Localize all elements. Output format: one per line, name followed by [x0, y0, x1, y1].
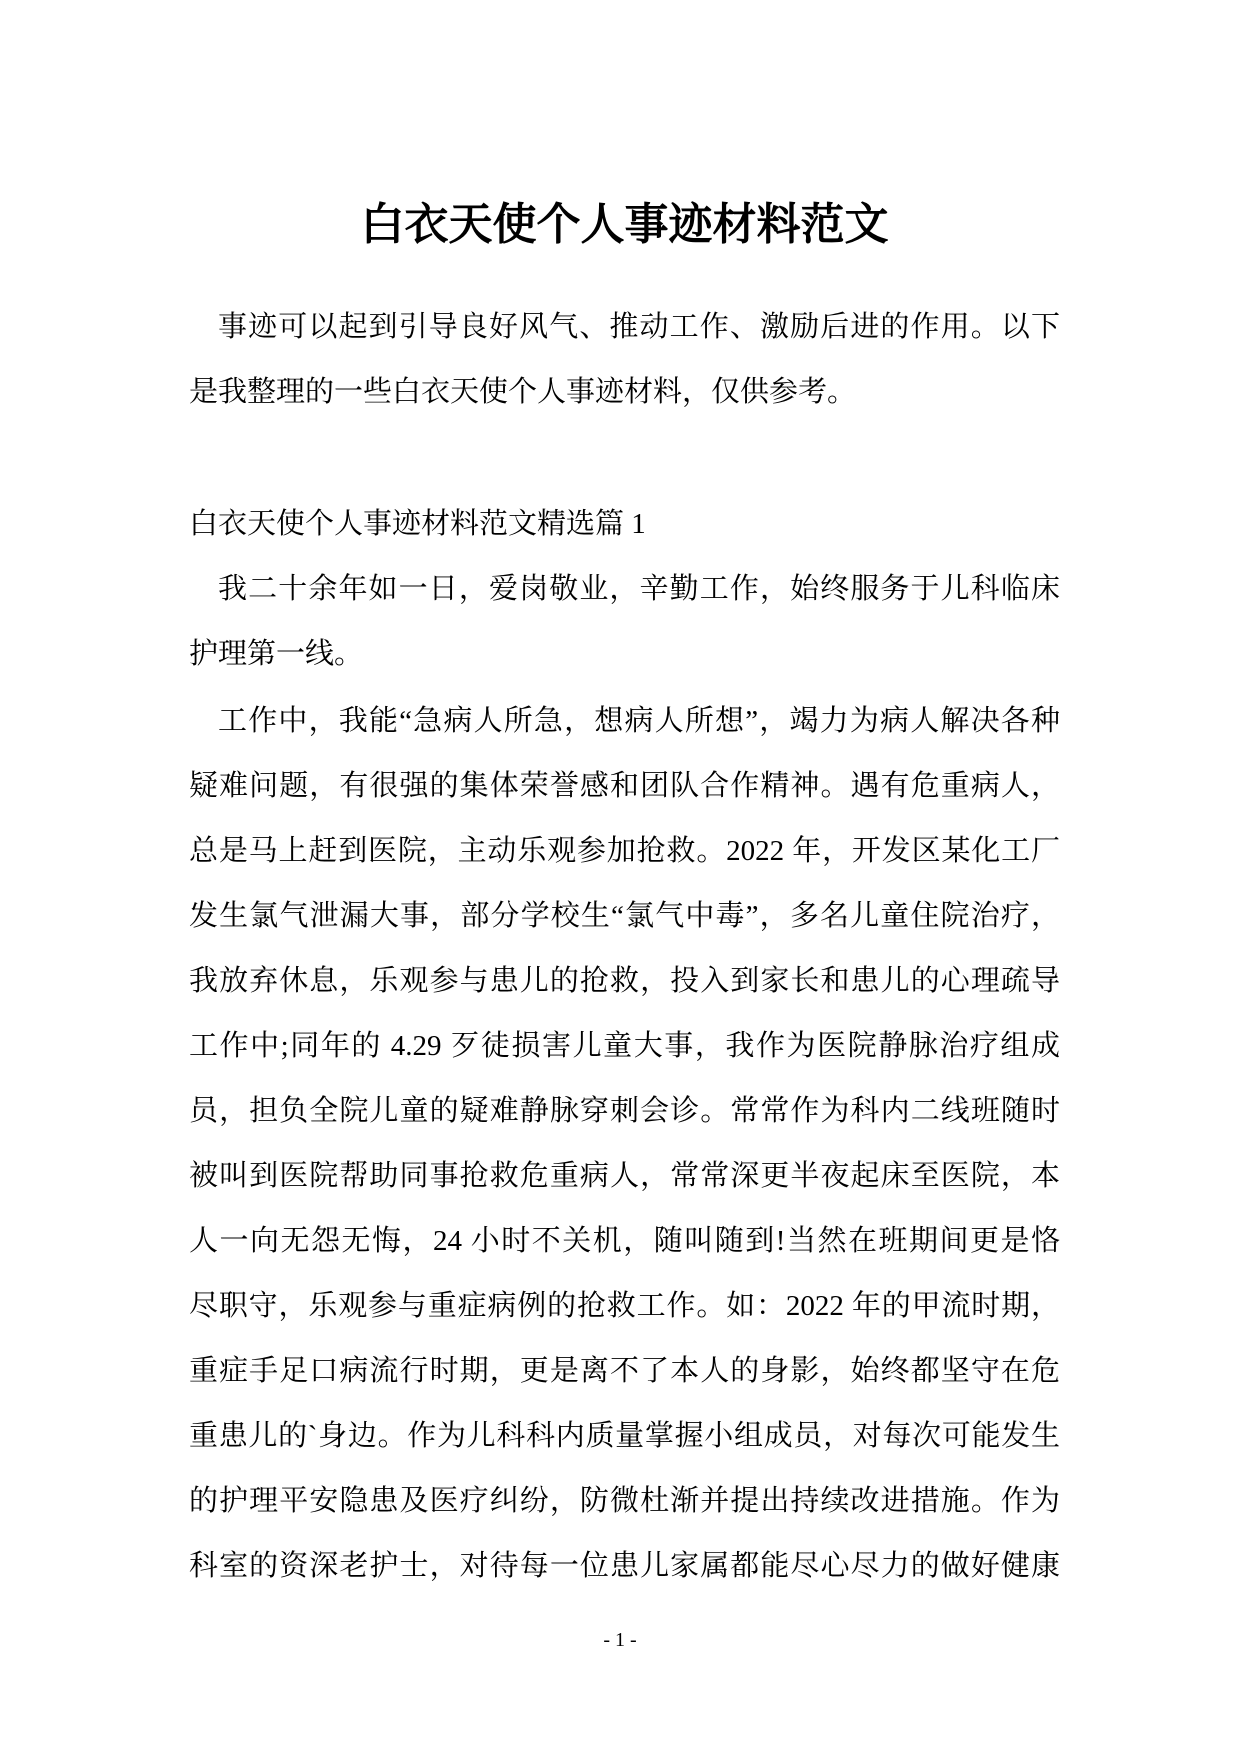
text-line: 我放弃休息，乐观参与患儿的抢救，投入到家长和患儿的心理疏导	[189, 965, 1060, 997]
text-line: 我二十余年如一日，爱岗敬业，辛勤工作，始终服务于儿科临床	[218, 573, 1060, 605]
body-paragraph	[189, 689, 1060, 1599]
text-line: 重症手足口病流行时期，更是离不了本人的身影，始终都坚守在危	[189, 1355, 1060, 1387]
text-line: 工作中，我能“急病人所急，想病人所想”，竭力为病人解决各种	[218, 705, 1060, 737]
body-paragraph	[189, 557, 1060, 687]
text-line: 人一向无怨无悔，24 小时不关机，随叫随到!当然在班期间更是恪	[189, 1225, 1060, 1257]
text-line: 员，担负全院儿童的疑难静脉穿刺会诊。常常作为科内二线班随时	[189, 1095, 1060, 1127]
text-line: 发生氯气泄漏大事，部分学校生“氯气中毒”，多名儿童住院治疗，	[189, 900, 1060, 932]
intro-paragraph	[189, 295, 1060, 425]
text-line: 被叫到医院帮助同事抢救危重病人，常常深更半夜起床至医院，本	[189, 1160, 1060, 1192]
text-column	[189, 0, 1060, 1599]
page-number: - 1 -	[603, 1629, 637, 1651]
text-line: 是我整理的一些白衣天使个人事迹材料，仅供参考。	[189, 376, 857, 408]
text-line: 尽职守，乐观参与重症病例的抢救工作。如：2022 年的甲流时期，	[189, 1290, 1060, 1322]
text-line: 的护理平安隐患及医疗纠纷，防微杜渐并提出持续改进措施。作为	[189, 1485, 1060, 1517]
document-title: 白衣天使个人事迹材料范文	[360, 200, 889, 249]
section-heading: 白衣天使个人事迹材料范文精选篇 1	[189, 508, 646, 540]
text-line: 总是马上赶到医院，主动乐观参加抢救。2022 年，开发区某化工厂	[189, 835, 1060, 867]
text-line: 护理第一线。	[189, 638, 364, 670]
text-line: 科室的资深老护士，对待每一位患儿家属都能尽心尽力的做好健康	[189, 1550, 1060, 1582]
text-line: 工作中;同年的 4.29 歹徒损害儿童大事，我作为医院静脉治疗组成	[189, 1030, 1060, 1062]
text-line: 疑难问题，有很强的集体荣誉感和团队合作精神。遇有危重病人，	[189, 770, 1060, 802]
text-line: 重患儿的`身边。作为儿科科内质量掌握小组成员，对每次可能发生	[189, 1420, 1060, 1452]
text-line: 事迹可以起到引导良好风气、推动工作、激励后进的作用。以下	[218, 311, 1060, 343]
